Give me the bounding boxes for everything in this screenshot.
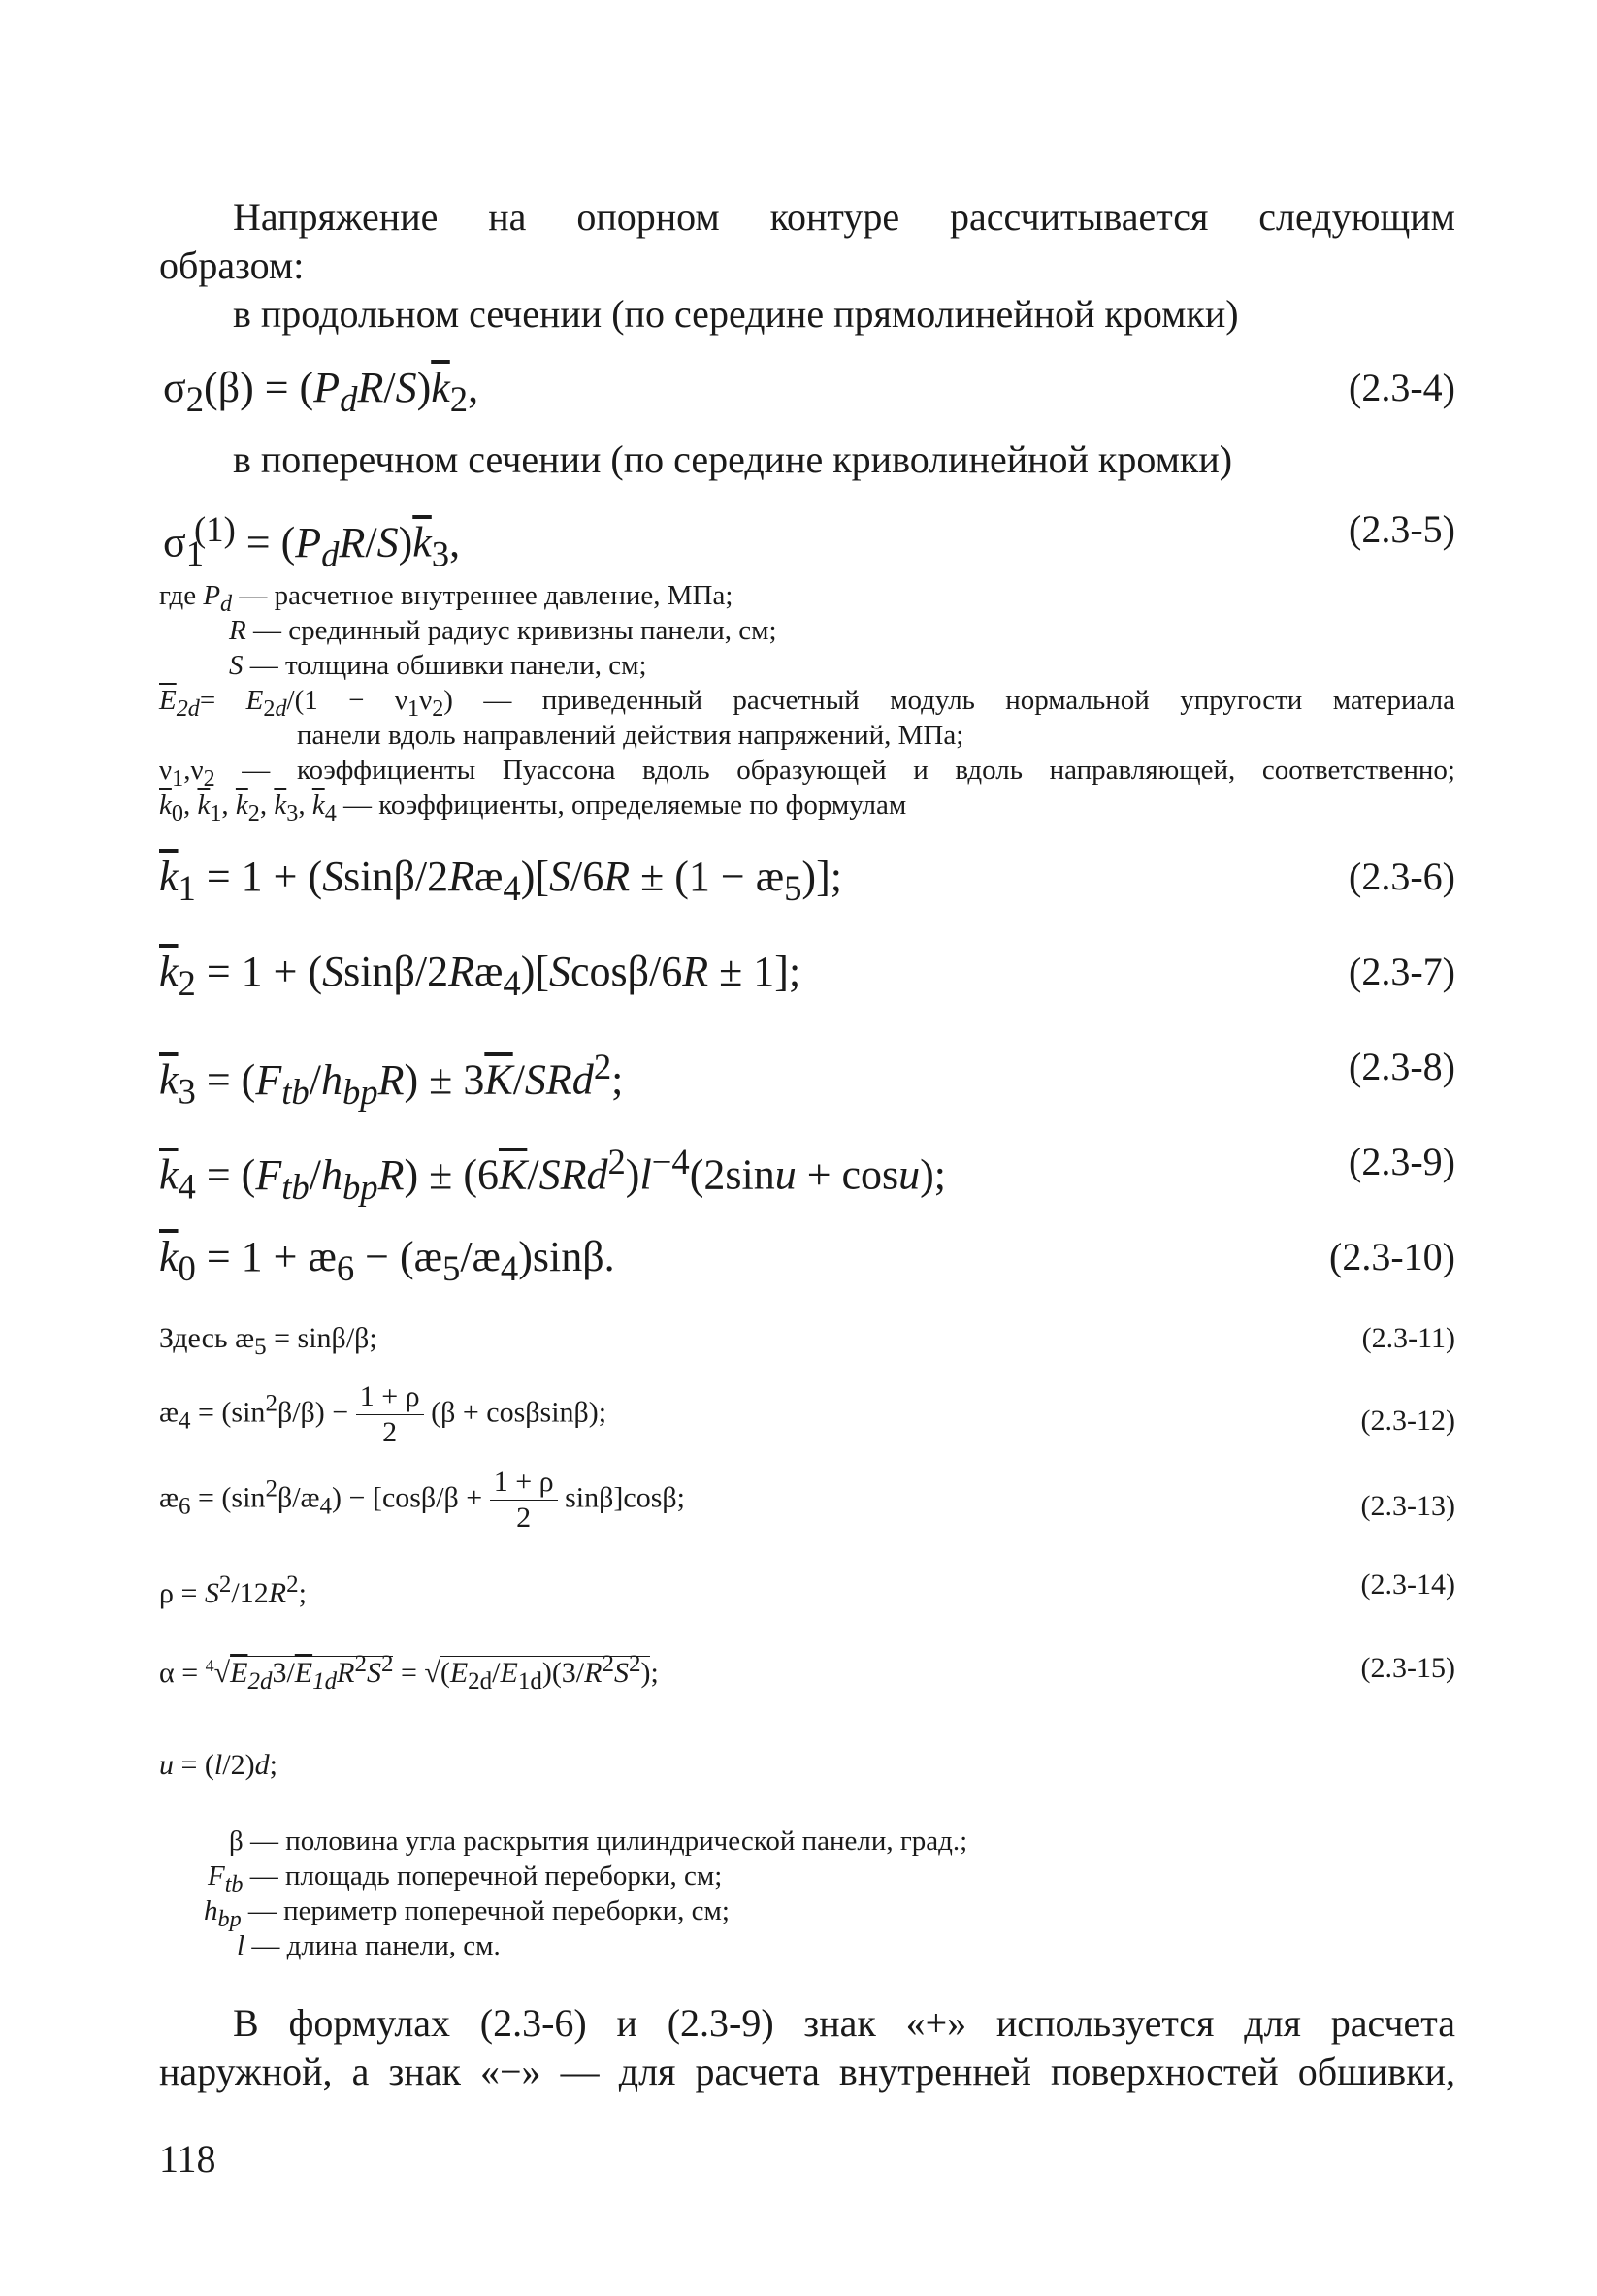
definition-e2d-cont: панели вдоль направлений действия напряжений, МПа; xyxy=(297,720,964,751)
equation-number: (2.3-11) xyxy=(1361,1322,1455,1354)
paragraph-line: образом: xyxy=(159,243,305,287)
paragraph-line: Напряжение на опорном контуре рассчитывается следующим xyxy=(233,195,1455,239)
equation-2-3-5: $\sigma_1^{(1)} = (P_dR/S)\overline{k}_3$, xyxy=(163,509,461,574)
equation-number: (2.3-6) xyxy=(1349,855,1455,898)
equation-2-3-6: $\overline{k}_1 = 1$ + $(Ssin\beta/2Ræ_4)[S/6R \pm (1$ − $æ_5$)]; xyxy=(159,853,842,908)
equation-number: (2.3-12) xyxy=(1360,1405,1455,1437)
equation-number: (2.3-14) xyxy=(1360,1568,1455,1601)
definition-hbp: $h_{bp}$ — периметр поперечной переборки, см; xyxy=(204,1895,730,1932)
equation-2-3-13: $æ_6$ = $(\sin^2\beta/æ_4) - [\cos\beta/\beta$ + $\frac{1 + \rho}{2}$ sinβ]cosβ; xyxy=(159,1466,685,1534)
page-number: 118 xyxy=(159,2137,216,2181)
definition-nu: $\nu_1,\nu_2$ — коэффициенты Пуассона вдоль образующей и вдоль направляющей, соответственно; xyxy=(159,755,1455,792)
definition-l: l — длина панели, см. xyxy=(237,1930,501,1961)
equation-number: (2.3-13) xyxy=(1360,1490,1455,1522)
definition-e2d: $\overline{E}_{2d}= E_{2d}/(1 - \nu_1\nu_2)$ — приведенный расчетный модуль нормальной упругости материала xyxy=(159,685,1456,722)
definition-pd: где $P_d$ — расчетное внутреннее давление, МПа; xyxy=(159,580,733,617)
paragraph-line: наружной, а знак «−» — для расчета внутренней поверхностей обшивки, xyxy=(159,2050,1455,2093)
definition-beta: β — половина угла раскрытия цилиндрической панели, град.; xyxy=(229,1826,968,1857)
equation-u: u = (l/2)d; xyxy=(159,1749,277,1781)
equation-number: (2.3-8) xyxy=(1349,1045,1455,1088)
definition-k: $\overline{k}_0$, $\overline{k}_1$, $\overline{k}_2$, $\overline{k}_3$, $\overline{k}_4$ — коэффициенты, определяемые по формулам xyxy=(159,790,907,826)
equation-2-3-12: $æ_4 = (\sin^2\beta/\beta)$ − $\frac{1 + \rho}{2}$ (β + cosβsinβ); xyxy=(159,1380,607,1448)
section-intro: в продольном сечении (по середине прямолинейной кромки) xyxy=(233,292,1239,336)
paragraph-line: В формулах (2.3-6) и (2.3-9) знак «+» используется для расчета xyxy=(233,2001,1455,2045)
equation-number: (2.3-4) xyxy=(1349,366,1455,409)
equation-2-3-11: Здесь $æ_5 = \sin\beta/\beta$; xyxy=(159,1322,377,1360)
equation-number: (2.3-7) xyxy=(1349,950,1455,993)
equation-2-3-4: $\sigma_2(\beta) = (P_dR/S)\overline{k}_2$, xyxy=(163,364,479,419)
equation-number: (2.3-5) xyxy=(1349,507,1455,551)
equation-2-3-8: $\overline{k}_3 = (F_{tb}/h_{bp}R) \pm 3\overline{K}/SRd^2$; xyxy=(159,1047,624,1112)
definition-r: R — срединный радиус кривизны панели, см; xyxy=(229,615,777,646)
equation-2-3-14: $\rho = S^2/12R^2$; xyxy=(159,1571,307,1609)
section-intro: в поперечном сечении (по середине криволинейной кромки) xyxy=(233,437,1233,481)
equation-number: (2.3-15) xyxy=(1360,1652,1455,1684)
definition-ftb: $F_{tb}$ — площадь поперечной переборки, см; xyxy=(208,1860,723,1897)
equation-number: (2.3-10) xyxy=(1329,1235,1455,1278)
definition-s: S — толщина обшивки панели, см; xyxy=(229,650,647,681)
equation-number: (2.3-9) xyxy=(1349,1140,1455,1183)
equation-2-3-10: $\overline{k}_0 = 1$ + $æ_6$ − $(æ_5/æ_4)\sin\beta$. xyxy=(159,1233,615,1288)
equation-2-3-9: $\overline{k}_4 = (F_{tb}/h_{bp}R) \pm (6\overline{K}/SRd^2)l^{-4}(2\sin u + \cos u)$; xyxy=(159,1142,947,1207)
equation-2-3-7: $\overline{k}_2 = 1$ + $(Ssin\beta/2Ræ_4)[Scos\beta/6R \pm 1]$; xyxy=(159,948,801,1003)
equation-2-3-15: $\alpha = ^4√E_{2d}3/\overline{E}_{1d}R^2S^2 = √(E_{2d}/E_{1d})(3/R^2S^2)$; xyxy=(159,1651,659,1695)
